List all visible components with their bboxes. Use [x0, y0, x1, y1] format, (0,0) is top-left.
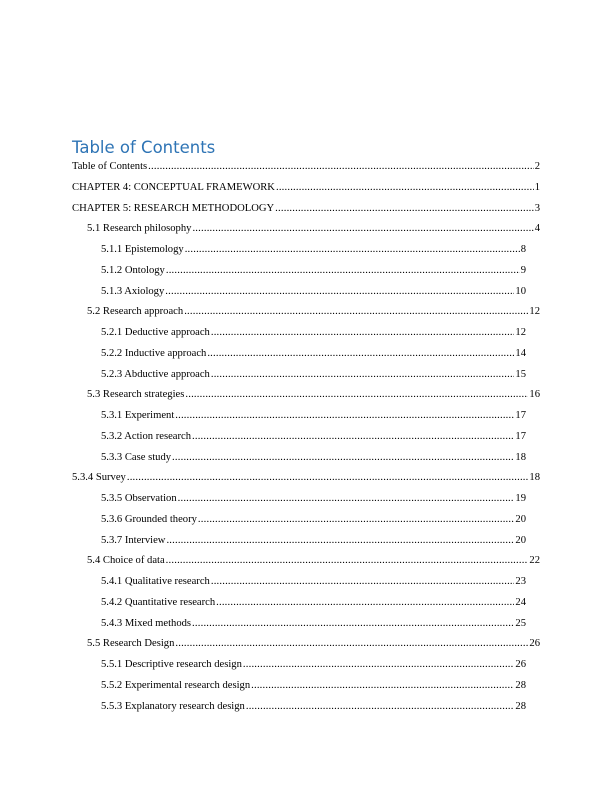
toc-entry-page: 24 — [515, 596, 526, 608]
toc-entry-text: 5.3.2 Action research — [101, 430, 192, 442]
toc-entry-page: 26 — [515, 659, 526, 670]
toc-leader-dots — [175, 638, 528, 650]
toc-entry[interactable] — [101, 450, 526, 464]
toc-leader-dots — [166, 265, 520, 277]
toc-leader-dots — [127, 472, 529, 484]
toc-entry[interactable] — [101, 284, 526, 298]
toc-entry-text: 5.3.6 Grounded theory — [101, 513, 197, 525]
toc-entry-page: 4 — [534, 223, 540, 235]
toc-entry[interactable] — [101, 699, 526, 713]
toc-entry-text: 5.2.3 Abductive approach — [101, 368, 210, 380]
toc-entry[interactable] — [101, 491, 526, 505]
toc-leader-dots — [165, 286, 514, 298]
toc-entry-text: 5.3.7 Interview — [101, 534, 166, 546]
toc-entry-page: 22 — [529, 555, 540, 567]
toc-entry[interactable] — [101, 429, 526, 443]
toc-entry-text: 5.5.3 Explanatory research design — [101, 700, 245, 712]
toc-entry-page: 15 — [515, 368, 526, 380]
toc-leader-dots — [207, 348, 514, 360]
toc-entry[interactable] — [87, 636, 540, 650]
toc-heading: Table of Contents — [72, 138, 216, 157]
toc-leader-dots — [276, 182, 534, 194]
toc-entry-text: 5.5 Research Design — [87, 638, 175, 650]
toc-entry[interactable] — [72, 470, 540, 484]
toc-entry-text: 5.2.2 Inductive approach — [101, 347, 207, 359]
toc-entry-page: 17 — [515, 410, 526, 421]
toc-entry[interactable] — [101, 242, 526, 256]
toc-leader-dots — [275, 203, 534, 215]
toc-leader-dots — [243, 659, 515, 671]
toc-entry[interactable] — [101, 574, 526, 588]
toc-entry[interactable] — [72, 201, 540, 215]
toc-entry-page: 20 — [515, 513, 526, 525]
toc-leader-dots — [148, 161, 534, 173]
toc-leader-dots — [216, 597, 514, 609]
toc-entry-page: 17 — [515, 430, 526, 442]
toc-entry-page: 18 — [515, 451, 526, 463]
toc-leader-dots — [175, 410, 514, 422]
toc-entry-text: 5.4.2 Quantitative research — [101, 596, 216, 608]
toc-entry-page: 28 — [515, 700, 526, 712]
toc-entry-text: 5.4.3 Mixed methods — [101, 617, 192, 629]
toc-entry-text: 5.5.1 Descriptive research design — [101, 659, 242, 670]
toc-leader-dots — [178, 493, 515, 505]
toc-entry-text: 5.1 Research philosophy — [87, 223, 192, 235]
toc-entry-page: 2 — [534, 161, 540, 172]
toc-entry[interactable] — [87, 304, 540, 318]
toc-entry-page: 25 — [515, 617, 526, 629]
toc-entry-text: 5.1.1 Epistemology — [101, 244, 184, 255]
toc-entry[interactable] — [101, 325, 526, 339]
toc-leader-dots — [166, 555, 529, 567]
toc-entry-page: 23 — [515, 576, 526, 587]
toc-entry[interactable] — [72, 180, 540, 194]
toc-entry[interactable] — [101, 408, 526, 422]
toc-entry-page: 26 — [529, 638, 540, 650]
toc-leader-dots — [211, 327, 515, 339]
toc-leader-dots — [172, 452, 514, 464]
toc-entry-text: 5.3.3 Case study — [101, 451, 172, 463]
toc-entry-page: 10 — [515, 285, 526, 297]
toc-entry[interactable] — [87, 221, 540, 235]
toc-entry-text: 5.3.1 Experiment — [101, 410, 175, 421]
toc-entry-text: 5.4 Choice of data — [87, 555, 165, 567]
toc-entry-page: 8 — [520, 244, 526, 255]
toc-entry-page: 16 — [529, 389, 540, 401]
toc-entry-text: 5.5.2 Experimental research design — [101, 679, 251, 691]
toc-entry-page: 20 — [515, 534, 526, 546]
toc-entry[interactable] — [72, 159, 540, 173]
toc-leader-dots — [192, 618, 514, 630]
toc-entry-page: 12 — [529, 306, 540, 318]
toc-leader-dots — [192, 431, 514, 443]
toc-leader-dots — [166, 535, 514, 547]
toc-entry-text: 5.3.4 Survey — [72, 472, 126, 484]
toc-entry[interactable] — [101, 367, 526, 381]
toc-entry[interactable] — [101, 657, 526, 671]
toc-leader-dots — [185, 389, 528, 401]
toc-leader-dots — [246, 701, 515, 713]
toc-entry-page: 3 — [534, 202, 540, 214]
toc-entry-text: 5.4.1 Qualitative research — [101, 576, 210, 587]
toc-entry-page: 18 — [529, 472, 540, 484]
toc-entry[interactable] — [101, 346, 526, 360]
toc-entry-page: 28 — [515, 679, 526, 691]
toc-entry-text: 5.1.3 Axiology — [101, 285, 165, 297]
toc-leader-dots — [251, 680, 514, 692]
toc-entry[interactable] — [101, 678, 526, 692]
toc-entry[interactable] — [101, 616, 526, 630]
toc-entry-text: 5.2 Research approach — [87, 306, 184, 318]
toc-entry-text: Table of Contents — [72, 161, 148, 172]
toc-entry[interactable] — [101, 595, 526, 609]
toc-leader-dots — [192, 223, 533, 235]
toc-entry-text: 5.3 Research strategies — [87, 389, 185, 401]
toc-leader-dots — [211, 576, 515, 588]
toc-entry[interactable] — [101, 533, 526, 547]
toc-entry-page: 12 — [515, 327, 526, 338]
toc-entry-text: CHAPTER 5: RESEARCH METHODOLOGY — [72, 202, 275, 214]
toc-entry-text: CHAPTER 4: CONCEPTUAL FRAMEWORK — [72, 181, 275, 193]
toc-entry[interactable] — [87, 387, 540, 401]
toc-entry[interactable] — [87, 553, 540, 567]
toc-entry-page: 9 — [520, 264, 526, 276]
toc-entry-text: 5.1.2 Ontology — [101, 264, 165, 276]
toc-leader-dots — [198, 514, 514, 526]
toc-leader-dots — [211, 369, 515, 381]
toc-entry-page: 19 — [515, 493, 526, 504]
toc-entry[interactable] — [101, 263, 526, 277]
toc-entry-text: 5.2.1 Deductive approach — [101, 327, 210, 338]
toc-leader-dots — [184, 306, 528, 318]
toc-entry[interactable] — [101, 512, 526, 526]
toc-entry-text: 5.3.5 Observation — [101, 493, 177, 504]
toc-leader-dots — [185, 244, 520, 256]
toc-entry-page: 1 — [534, 181, 540, 193]
toc-entry-page: 14 — [515, 347, 526, 359]
